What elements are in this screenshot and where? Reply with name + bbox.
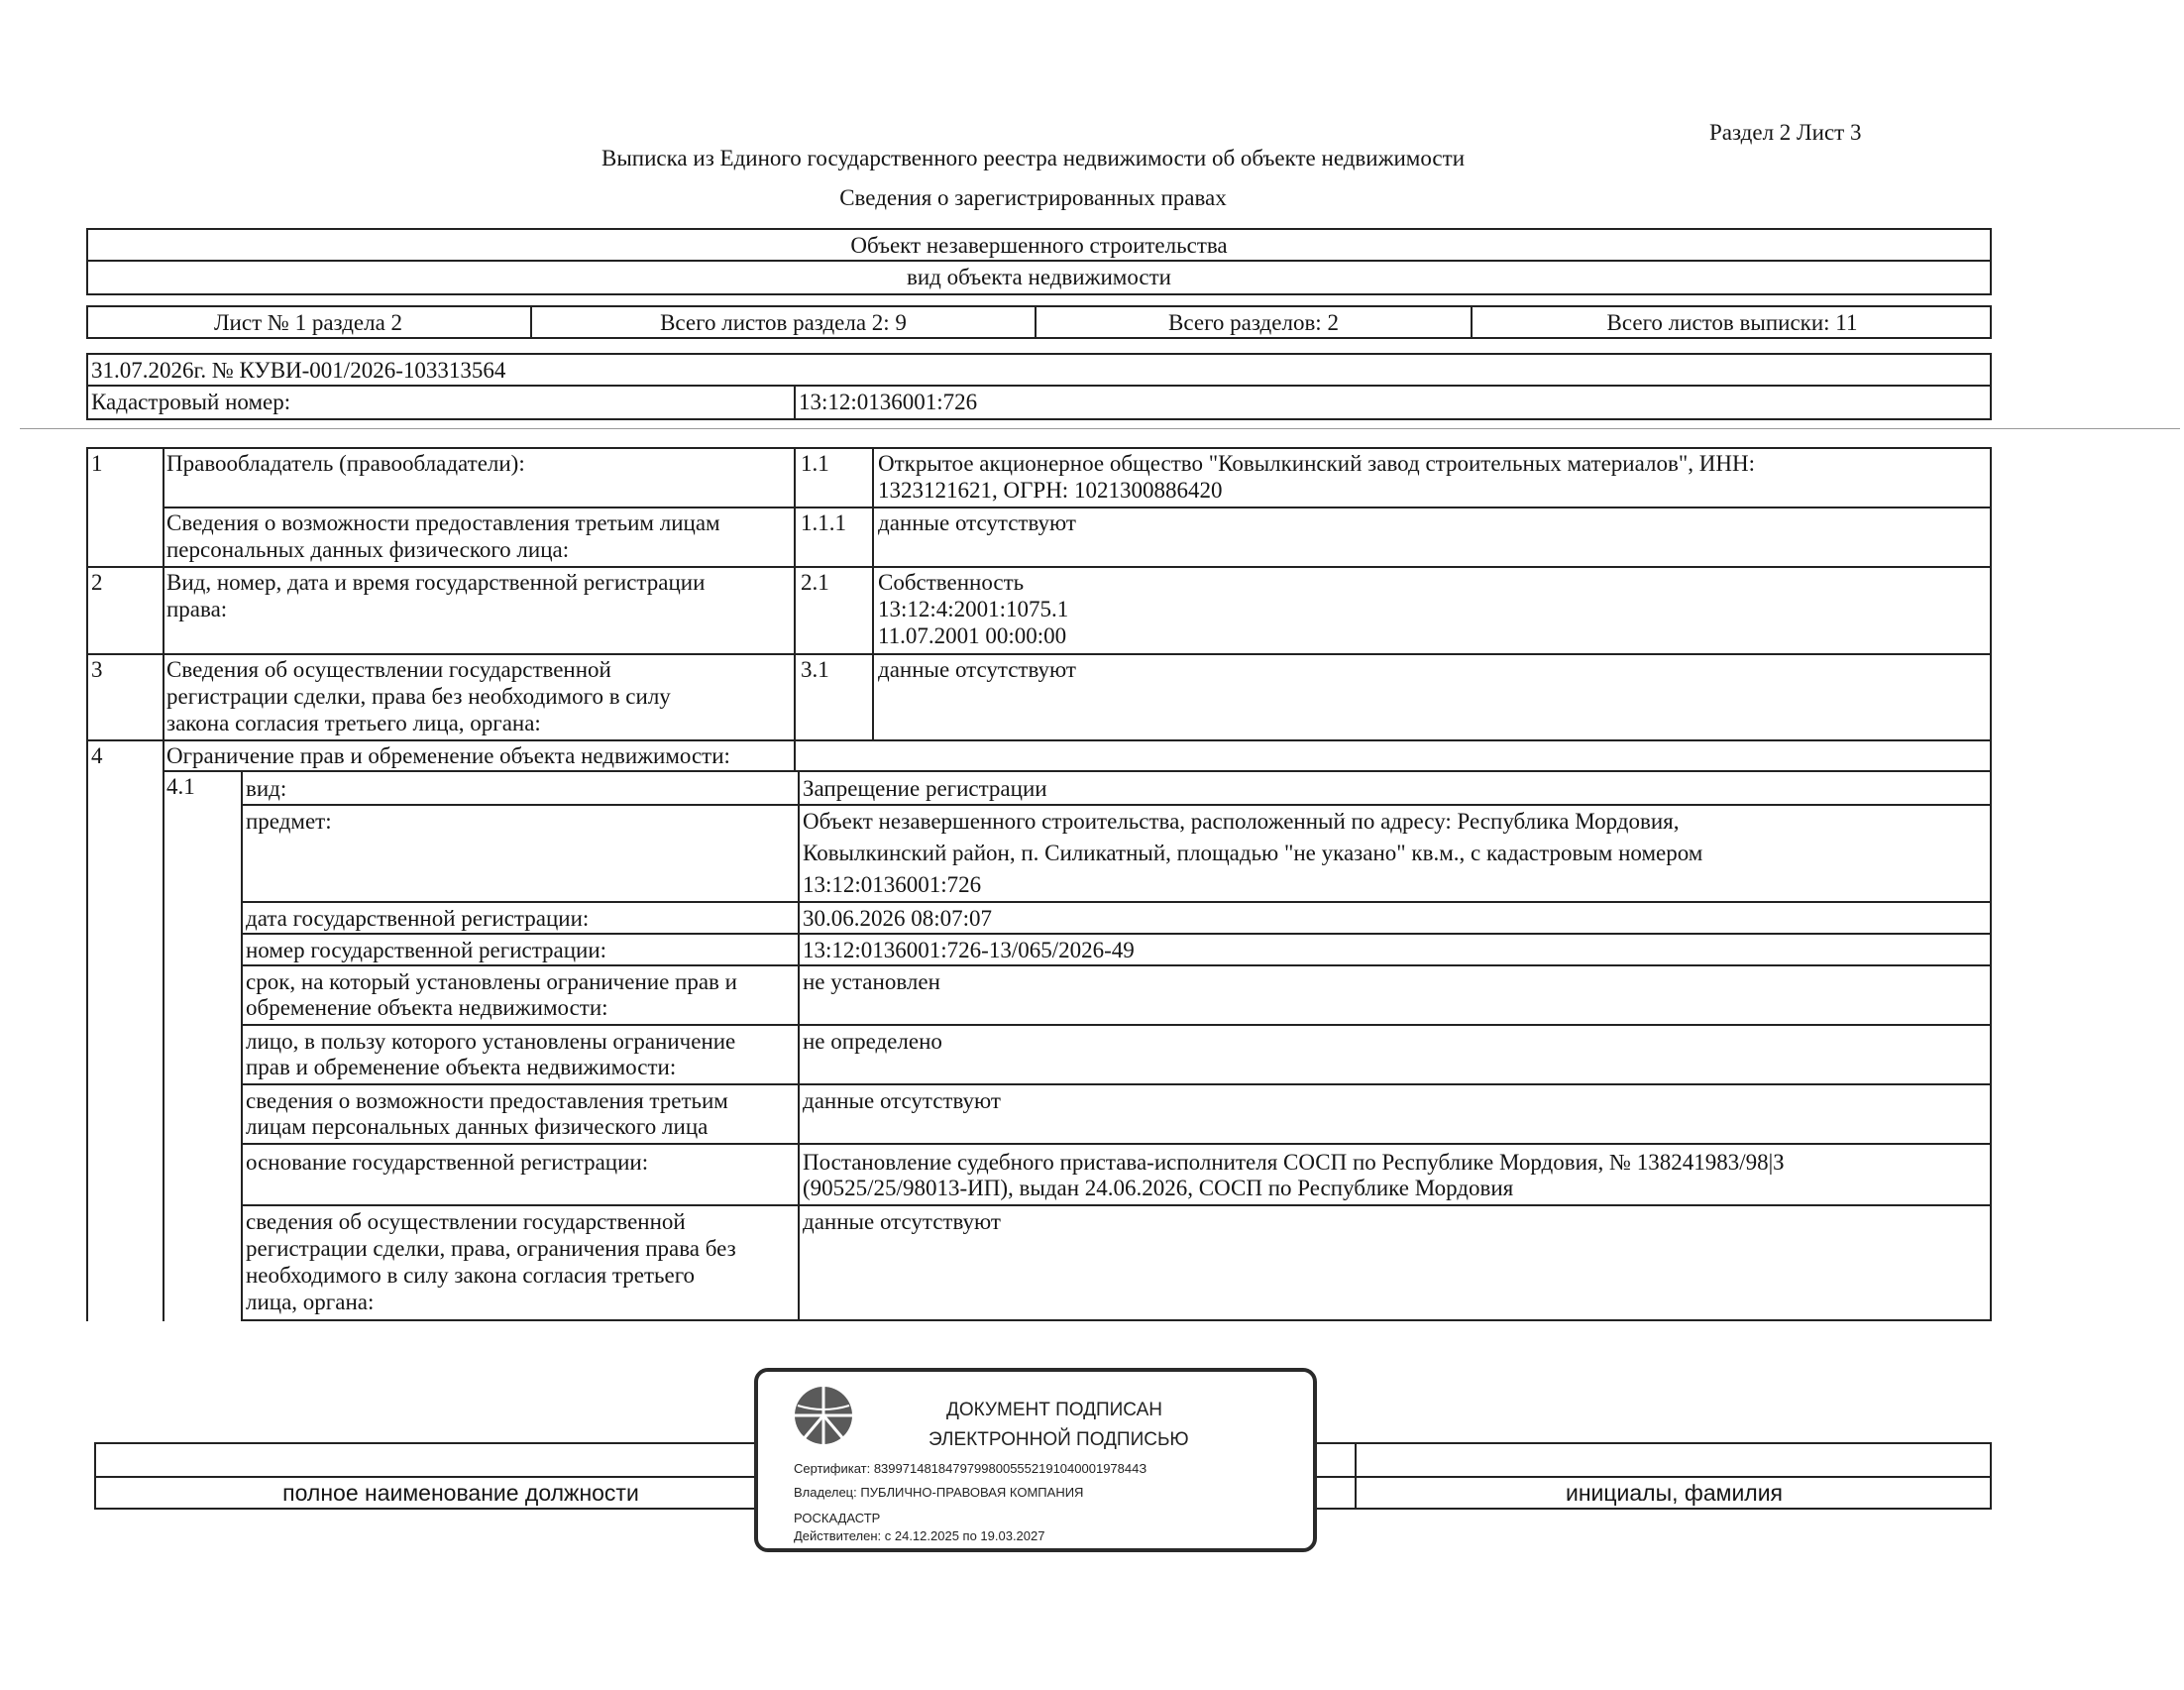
table-border (241, 1143, 1992, 1145)
row-label: Сведения об осуществлении государственной (166, 657, 611, 682)
field-value: Ковылкинский район, п. Силикатный, площадью "не указано" кв.м., с кадастровым номером (803, 841, 1703, 865)
table-border (241, 1083, 1992, 1085)
row-label: регистрации сделки, права без необходимого в силу (166, 684, 671, 709)
position-caption: полное наименование должности (282, 1480, 639, 1506)
rosreestr-emblem-icon (792, 1384, 855, 1447)
field-value: 13:12:0136001:726-13/065/2026-49 (803, 938, 1135, 962)
row-value: данные отсутствуют (878, 510, 1076, 535)
row-subnumber: 2.1 (801, 570, 829, 595)
field-label: срок, на который установлены ограничение прав и (246, 969, 737, 994)
field-label: лицо, в пользу которого установлены ограничение (246, 1029, 736, 1054)
field-label: сведения о возможности предоставления третьим (246, 1088, 728, 1113)
total-section-sheets: Всего листов раздела 2: 9 (660, 310, 907, 335)
field-value: 13:12:0136001:726 (803, 872, 982, 897)
field-value: Запрещение регистрации (803, 776, 1047, 801)
field-label: прав и обременение объекта недвижимости: (246, 1055, 677, 1079)
table-border (241, 901, 1992, 903)
field-label: сведения об осуществлении государственной (246, 1209, 686, 1234)
field-value: Постановление судебного пристава-исполнителя СОСП по Республике Мордовия, № 138241983/98|З (803, 1150, 1785, 1175)
table-border (241, 964, 1992, 966)
row-label: Вид, номер, дата и время государственной регистрации (166, 570, 706, 595)
field-label: дата государственной регистрации: (246, 906, 590, 931)
field-value: не установлен (803, 969, 940, 994)
stamp-owner: Владелец: ПУБЛИЧНО-ПРАВОВАЯ КОМПАНИЯ (794, 1485, 1084, 1500)
row-subnumber: 1.1 (801, 451, 829, 476)
field-label: лицам персональных данных физического лица (246, 1114, 709, 1139)
row-label: закона согласия третьего лица, органа: (166, 711, 541, 735)
row-label: Сведения о возможности предоставления третьим лицам (166, 510, 720, 535)
extract-date-number: 31.07.2026г. № КУВИ-001/2026-103313564 (91, 358, 506, 383)
table-border (241, 1024, 1992, 1026)
row-number: 4 (91, 743, 103, 768)
field-label: вид: (246, 776, 287, 801)
table-border (241, 1204, 1992, 1206)
field-label: необходимого в силу закона согласия третьего (246, 1263, 696, 1288)
row-subnumber: 1.1.1 (801, 510, 846, 535)
document-subtitle: Сведения о зарегистрированных правах (839, 185, 1227, 210)
row-value: 11.07.2001 00:00:00 (878, 623, 1067, 648)
row-number: 3 (91, 657, 103, 682)
object-type-caption: вид объекта недвижимости (907, 265, 1171, 289)
table-border (241, 933, 1992, 935)
row-label: права: (166, 597, 228, 621)
row-number: 1 (91, 451, 103, 476)
field-value: не определено (803, 1029, 942, 1054)
row-value: Собственность (878, 570, 1025, 595)
table-border (86, 739, 1992, 741)
field-label: обременение объекта недвижимости: (246, 995, 608, 1020)
row-value: 1323121621, ОГРН: 1021300886420 (878, 478, 1223, 503)
table-border (163, 507, 1992, 508)
table-border (241, 1319, 1992, 1321)
total-sections: Всего разделов: 2 (1168, 310, 1339, 335)
table-border (163, 770, 1992, 772)
table-border (163, 447, 164, 1321)
field-label: основание государственной регистрации: (246, 1150, 649, 1175)
divider (86, 260, 1992, 262)
table-border (872, 447, 874, 739)
row-label: персональных данных физического лица: (166, 537, 570, 562)
row-subnumber: 3.1 (801, 657, 829, 682)
field-label: номер государственной регистрации: (246, 938, 607, 962)
sheet-number: Лист № 1 раздела 2 (213, 310, 403, 335)
field-value: (90525/25/98013-ИП), выдан 24.06.2026, СОСП по Республике Мордовия (803, 1176, 1514, 1200)
row-label: Правообладатель (правообладатели): (166, 451, 525, 476)
row-label: Ограничение прав и обременение объекта недвижимости: (166, 743, 730, 768)
field-label: предмет: (246, 809, 332, 834)
divider (794, 385, 796, 420)
electronic-signature-stamp (754, 1368, 1317, 1552)
table-border (794, 447, 796, 739)
table-border (241, 770, 243, 1321)
table-border (1990, 447, 1992, 1321)
document-title: Выписка из Единого государственного реестра недвижимости об объекте недвижимости (601, 146, 1465, 170)
cadastral-label: Кадастровый номер: (91, 390, 291, 414)
row-value: Открытое акционерное общество "Ковылкинский завод строительных материалов", ИНН: (878, 451, 1755, 476)
row-number: 2 (91, 570, 103, 595)
table-border (86, 447, 1992, 449)
field-value: Объект незавершенного строительства, расположенный по адресу: Республика Мордовия, (803, 809, 1680, 834)
table-border (86, 653, 1992, 655)
field-value: данные отсутствуют (803, 1088, 1001, 1113)
section-sheet-label: Раздел 2 Лист 3 (1709, 120, 1862, 145)
table-border (86, 566, 1992, 568)
stamp-subtitle: ЭЛЕКТРОННОЙ ПОДПИСЬЮ (928, 1429, 1189, 1450)
stamp-validity: Действителен: с 24.12.2025 по 19.03.2027 (794, 1528, 1045, 1543)
stamp-certificate: Сертификат: 8399714818479799800555219104000197844З (794, 1461, 1147, 1476)
divider (86, 385, 1992, 387)
table-border (794, 739, 796, 770)
field-label: лица, органа: (246, 1290, 375, 1314)
table-border (86, 447, 88, 1321)
row-value: 13:12:4:2001:1075.1 (878, 597, 1069, 621)
stamp-title: ДОКУМЕНТ ПОДПИСАН (946, 1400, 1162, 1420)
scan-artifact-line (20, 428, 2180, 429)
row-value: данные отсутствуют (878, 657, 1076, 682)
row-subnumber: 4.1 (166, 774, 195, 799)
name-caption: инициалы, фамилия (1565, 1480, 1784, 1506)
table-border (241, 804, 1992, 806)
cadastral-number: 13:12:0136001:726 (799, 390, 978, 414)
field-label: регистрации сделки, права, ограничения права без (246, 1236, 736, 1261)
object-type-value: Объект незавершенного строительства (850, 233, 1228, 258)
stamp-owner: РОСКАДАСТР (794, 1511, 881, 1525)
total-sheets: Всего листов выписки: 11 (1606, 310, 1858, 335)
table-border (798, 770, 800, 1321)
field-value: 30.06.2026 08:07:07 (803, 906, 993, 931)
field-value: данные отсутствуют (803, 1209, 1001, 1234)
